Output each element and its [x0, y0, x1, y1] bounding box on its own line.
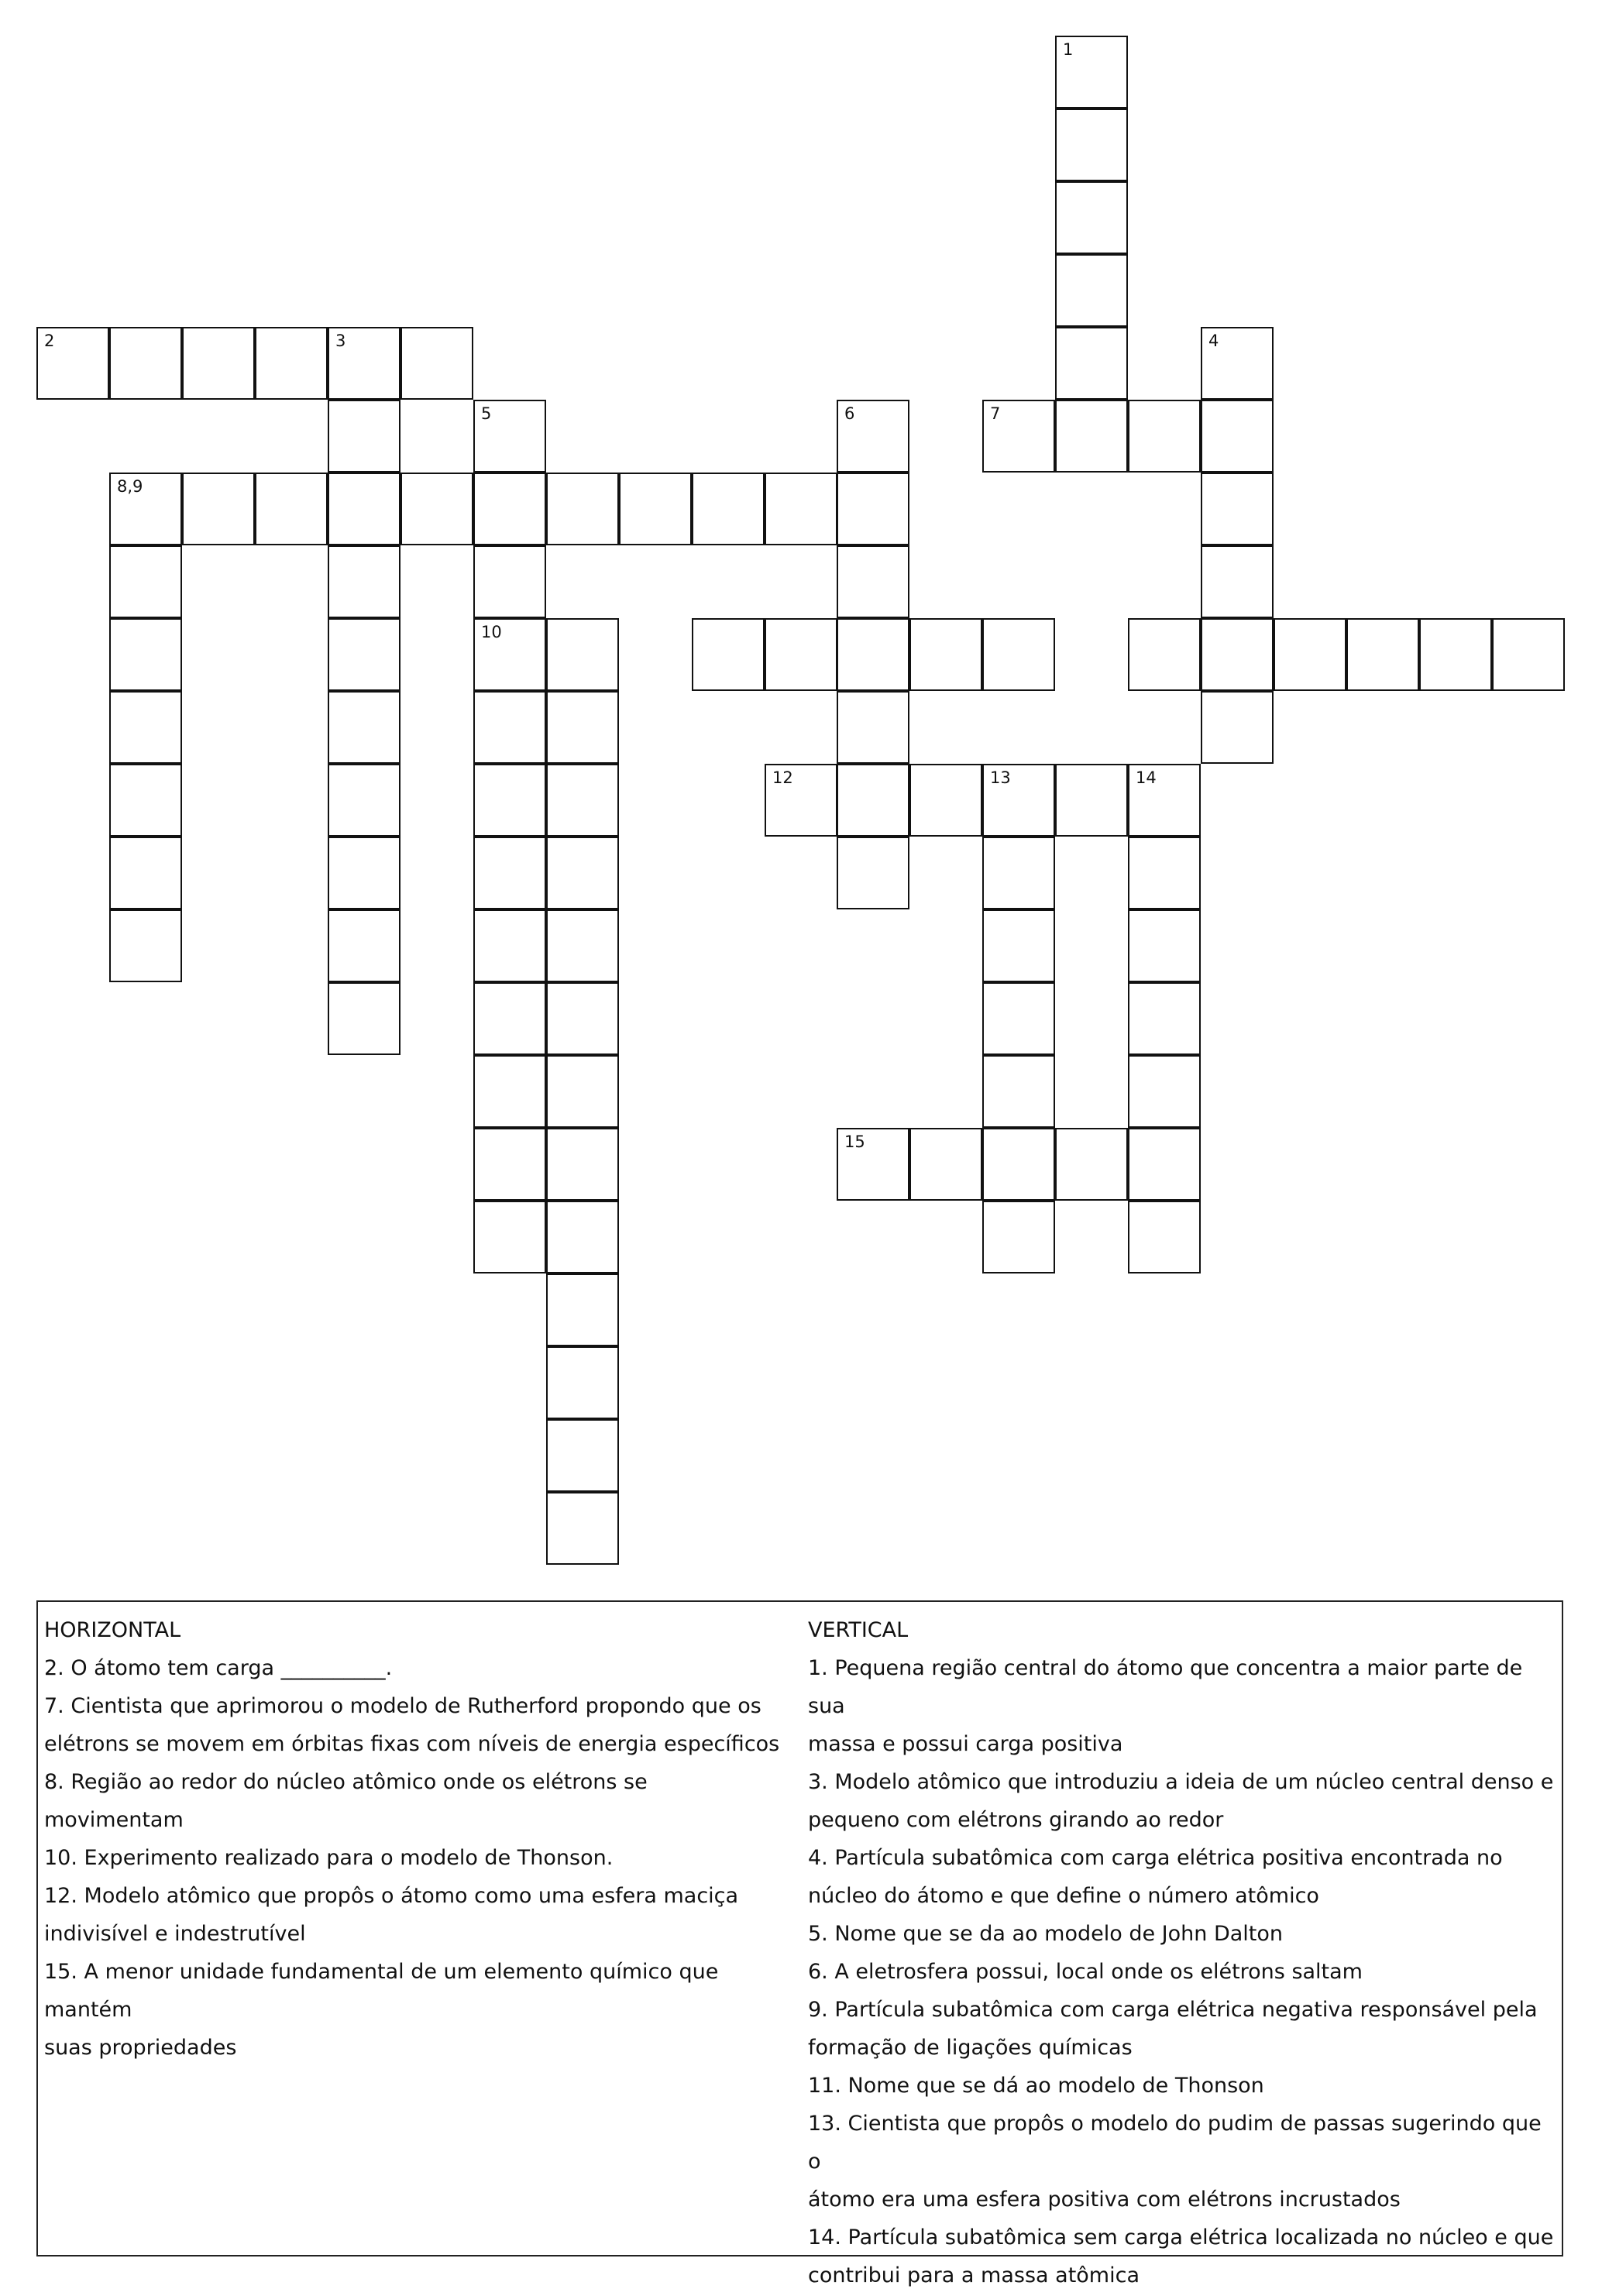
crossword-cell[interactable]: [109, 837, 182, 909]
crossword-cell[interactable]: [109, 909, 182, 982]
crossword-cell[interactable]: [1128, 1201, 1201, 1273]
crossword-cell[interactable]: [546, 618, 619, 691]
crossword-cell[interactable]: [1201, 618, 1274, 691]
clue-line: elétrons se movem em órbitas fixas com níveis de energia específicos: [44, 1732, 780, 1756]
clue-line: 13. Cientista que propôs o modelo do pudim de passas sugerindo que o: [808, 2112, 1542, 2174]
crossword-cell[interactable]: [1128, 982, 1201, 1055]
crossword-cell[interactable]: [982, 909, 1055, 982]
clue-number: 3: [335, 332, 346, 350]
crossword-cell[interactable]: [1274, 618, 1346, 691]
crossword-cell[interactable]: [1128, 1055, 1201, 1128]
crossword-cell[interactable]: [692, 618, 765, 691]
clue-line: 3. Modelo atômico que introduziu a ideia de um núcleo central denso e: [808, 1770, 1554, 1794]
crossword-cell[interactable]: [982, 1201, 1055, 1273]
crossword-cell[interactable]: [328, 545, 400, 618]
crossword-cell[interactable]: [765, 764, 837, 837]
crossword-cell[interactable]: [1201, 327, 1274, 400]
crossword-cell[interactable]: [328, 982, 400, 1055]
clue-number: 1: [1063, 40, 1074, 59]
clue-line: pequeno com elétrons girando ao redor: [808, 1808, 1224, 1832]
crossword-cell[interactable]: [473, 1128, 546, 1201]
crossword-cell[interactable]: [109, 764, 182, 837]
clue-line: átomo era uma esfera positiva com elétrons incrustados: [808, 2188, 1401, 2212]
clue-number: 12: [772, 768, 793, 787]
clue-line: 5. Nome que se da ao modelo de John Dalton: [808, 1922, 1284, 1946]
crossword-cell[interactable]: [473, 400, 546, 473]
crossword-cell[interactable]: [546, 1055, 619, 1128]
clue-line: massa e possui carga positiva: [808, 1732, 1123, 1756]
clue-line: 10. Experimento realizado para o modelo de Thonson.: [44, 1846, 614, 1870]
crossword-cell[interactable]: [837, 764, 909, 837]
crossword-cell[interactable]: [1055, 108, 1128, 181]
crossword-cell[interactable]: [765, 618, 837, 691]
crossword-cell[interactable]: [1128, 618, 1201, 691]
crossword-cell[interactable]: [255, 327, 328, 400]
clue-number: 8,9: [117, 477, 143, 496]
clue-line: 12. Modelo atômico que propôs o átomo como uma esfera maciça: [44, 1884, 739, 1908]
crossword-cell[interactable]: [1055, 254, 1128, 327]
crossword-cell[interactable]: [109, 473, 182, 545]
clue-line: 1. Pequena região central do átomo que concentra a maior parte de sua: [808, 1656, 1523, 1718]
crossword-cell[interactable]: [182, 327, 255, 400]
clue-line: 15. A menor unidade fundamental de um elemento químico que mantém: [44, 1960, 719, 2022]
clue-line: contribui para a massa atômica: [808, 2263, 1140, 2287]
horizontal-clues: [44, 1611, 788, 2067]
clue-line: suas propriedades: [44, 2036, 237, 2060]
crossword-cell[interactable]: [837, 618, 909, 691]
crossword-cell[interactable]: [328, 400, 400, 473]
crossword-cell[interactable]: [328, 909, 400, 982]
clue-number: 14: [1136, 768, 1157, 787]
clue-number: 13: [990, 768, 1011, 787]
crossword-cell[interactable]: [328, 764, 400, 837]
crossword-cell[interactable]: [473, 1201, 546, 1273]
crossword-cell[interactable]: [1201, 473, 1274, 545]
crossword-cell[interactable]: [982, 764, 1055, 837]
clue-line: 14. Partícula subatômica sem carga elétrica localizada no núcleo e que: [808, 2226, 1554, 2250]
crossword-cell[interactable]: [982, 400, 1055, 473]
clue-number: 15: [844, 1133, 865, 1151]
crossword-cell[interactable]: [909, 618, 982, 691]
crossword-cell[interactable]: [546, 691, 619, 764]
crossword-cell[interactable]: [1201, 691, 1274, 764]
crossword-cell[interactable]: [1128, 400, 1201, 473]
crossword-cell[interactable]: [1201, 545, 1274, 618]
clue-number: 7: [990, 404, 1001, 423]
crossword-cell[interactable]: [837, 545, 909, 618]
crossword-cell[interactable]: [546, 1419, 619, 1492]
crossword-cell[interactable]: [1055, 36, 1128, 108]
crossword-cell[interactable]: [619, 473, 692, 545]
crossword-cell[interactable]: [765, 473, 837, 545]
crossword-cell[interactable]: [1346, 618, 1419, 691]
crossword-cell[interactable]: [546, 909, 619, 982]
clue-number: 10: [481, 623, 502, 641]
clue-line: núcleo do átomo e que define o número atômico: [808, 1884, 1319, 1908]
crossword-cell[interactable]: [837, 691, 909, 764]
crossword-cell[interactable]: [1201, 400, 1274, 473]
crossword-cell[interactable]: [473, 618, 546, 691]
clue-line: 2. O átomo tem carga __________.: [44, 1656, 393, 1680]
clue-line: 9. Partícula subatômica com carga elétrica negativa responsável pela: [808, 1998, 1538, 2022]
crossword-cell[interactable]: [1128, 764, 1201, 837]
clue-number: 4: [1208, 332, 1219, 350]
crossword-cell[interactable]: [473, 909, 546, 982]
crossword-cell[interactable]: [109, 618, 182, 691]
crossword-cell[interactable]: [473, 1055, 546, 1128]
crossword-cell[interactable]: [909, 1128, 982, 1201]
crossword-cell[interactable]: [546, 473, 619, 545]
crossword-cell[interactable]: [1055, 1128, 1128, 1201]
crossword-cell[interactable]: [1419, 618, 1492, 691]
crossword-cell[interactable]: [546, 1346, 619, 1419]
crossword-cell[interactable]: [1128, 837, 1201, 909]
crossword-cell[interactable]: [546, 1492, 619, 1565]
crossword-cell[interactable]: [36, 327, 109, 400]
clue-line: 8. Região ao redor do núcleo atômico onde os elétrons se movimentam: [44, 1770, 648, 1832]
crossword-cell[interactable]: [328, 837, 400, 909]
crossword-cell[interactable]: [328, 473, 400, 545]
crossword-cell[interactable]: [473, 545, 546, 618]
crossword-cell[interactable]: [255, 473, 328, 545]
crossword-cell[interactable]: [837, 400, 909, 473]
crossword-cell[interactable]: [837, 1128, 909, 1201]
clues-box: [36, 1600, 1563, 2287]
crossword-cell[interactable]: [109, 327, 182, 400]
clue-line: indivisível e indestrutível: [44, 1922, 306, 1946]
clue-line: 11. Nome que se dá ao modelo de Thonson: [808, 2074, 1264, 2098]
crossword-cell[interactable]: [1055, 400, 1128, 473]
crossword-cell[interactable]: [546, 764, 619, 837]
crossword-cell[interactable]: [837, 837, 909, 909]
clue-line: 7. Cientista que aprimorou o modelo de Rutherford propondo que os: [44, 1694, 761, 1718]
crossword-cell[interactable]: [982, 1055, 1055, 1128]
crossword-cell[interactable]: [109, 545, 182, 618]
clue-line: formação de ligações químicas: [808, 2036, 1133, 2060]
crossword-cell[interactable]: [909, 764, 982, 837]
crossword-cell[interactable]: [1128, 1128, 1201, 1201]
crossword-cell[interactable]: [328, 618, 400, 691]
crossword-cell[interactable]: [109, 691, 182, 764]
clue-line: 6. A eletrosfera possui, local onde os elétrons saltam: [808, 1960, 1363, 1984]
crossword-cell[interactable]: [982, 1128, 1055, 1201]
crossword-cell[interactable]: [1128, 909, 1201, 982]
crossword-cell[interactable]: [837, 473, 909, 545]
crossword-cell[interactable]: [982, 837, 1055, 909]
crossword-cell[interactable]: [473, 691, 546, 764]
crossword-cell[interactable]: [546, 1128, 619, 1201]
crossword-cell[interactable]: [546, 1201, 619, 1273]
crossword-cell[interactable]: [1492, 618, 1565, 691]
crossword-cell[interactable]: [400, 473, 473, 545]
crossword-cell[interactable]: [546, 837, 619, 909]
crossword-cell[interactable]: [546, 1273, 619, 1346]
vertical-clues: [808, 1611, 1556, 2294]
crossword-cell[interactable]: [473, 837, 546, 909]
crossword-cell[interactable]: [982, 618, 1055, 691]
vertical-title: VERTICAL: [808, 1618, 909, 1642]
crossword-cell[interactable]: [328, 327, 400, 400]
crossword-cell[interactable]: [473, 764, 546, 837]
crossword-cell[interactable]: [328, 691, 400, 764]
clue-number: 2: [44, 332, 55, 350]
crossword-cell[interactable]: [473, 473, 546, 545]
crossword-cell[interactable]: [546, 982, 619, 1055]
crossword-cell[interactable]: [1055, 764, 1128, 837]
clue-number: 5: [481, 404, 492, 423]
crossword-cell[interactable]: [1055, 327, 1128, 400]
crossword-cell[interactable]: [692, 473, 765, 545]
crossword-cell[interactable]: [982, 982, 1055, 1055]
crossword-cell[interactable]: [182, 473, 255, 545]
clue-line: 4. Partícula subatômica com carga elétrica positiva encontrada no: [808, 1846, 1503, 1870]
clue-number: 6: [844, 404, 855, 423]
crossword-cell[interactable]: [400, 327, 473, 400]
crossword-cell[interactable]: [1055, 181, 1128, 254]
crossword-cell[interactable]: [473, 982, 546, 1055]
horizontal-title: HORIZONTAL: [44, 1618, 181, 1642]
